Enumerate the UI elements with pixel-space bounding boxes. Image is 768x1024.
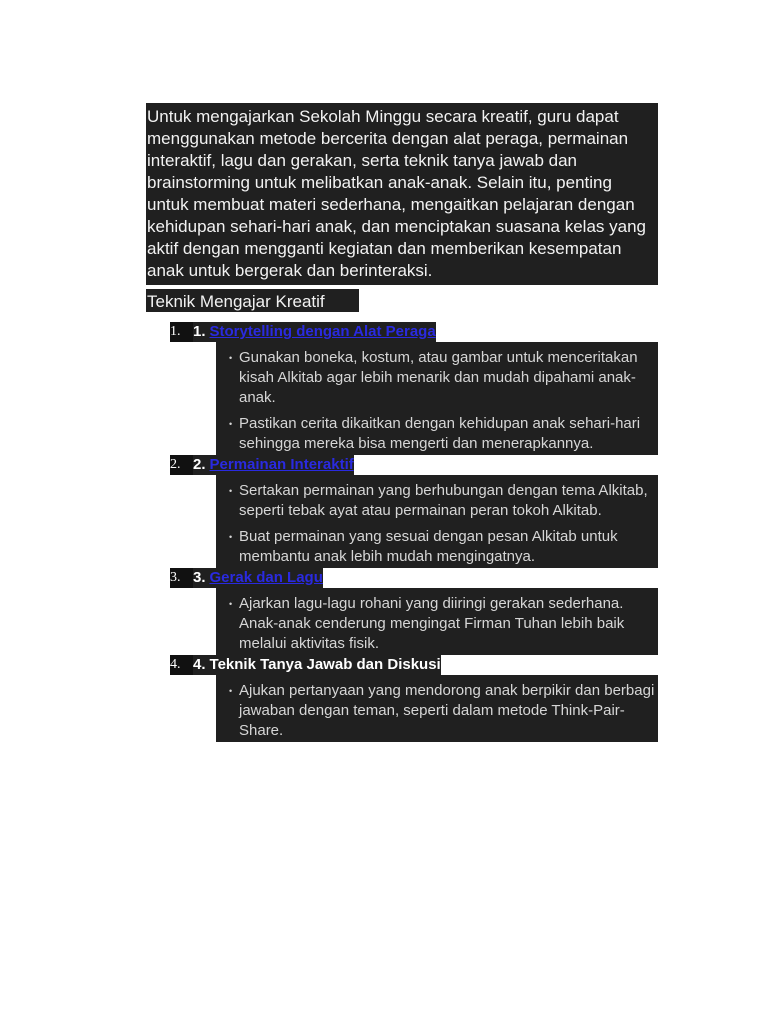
bullet-list (216, 588, 658, 655)
bullet-item (216, 675, 658, 742)
bullet-icon: • (229, 686, 233, 696)
item-title (193, 322, 436, 342)
item-header (170, 455, 658, 475)
list-item (170, 455, 658, 568)
bullet-list (216, 675, 658, 742)
item-title-text: Teknik Tanya Jawab dan Diskusi (209, 656, 441, 673)
title-number: 4. (193, 656, 206, 673)
list-marker: 2. (170, 455, 193, 475)
bullet-text: Sertakan permainan yang berhubungan dengan tema Alkitab, seperti tebak ayat atau permainan peran tokoh Alkitab. (239, 482, 648, 519)
list-marker: 1. (170, 322, 193, 342)
item-title (193, 655, 441, 675)
bullet-icon: • (229, 599, 233, 609)
bullet-icon: • (229, 486, 233, 496)
title-number: 2. (193, 456, 206, 473)
bullet-item (216, 475, 658, 521)
item-title-link[interactable]: Storytelling dengan Alat Peraga (209, 323, 436, 340)
title-number: 1. (193, 323, 206, 340)
bullet-text: Ajukan pertanyaan yang mendorong anak berpikir dan berbagi jawaban dengan teman, seperti dalam metode Think-Pair-Share. (239, 682, 655, 739)
bullet-icon: • (229, 353, 233, 363)
list-item (170, 655, 658, 742)
bullet-text: Ajarkan lagu-lagu rohani yang diiringi gerakan sederhana. Anak-anak cenderung mengingat Firman Tuhan lebih baik melalui aktivitas fisik. (239, 595, 625, 652)
item-title-link[interactable]: Gerak dan Lagu (209, 569, 323, 586)
title-number: 3. (193, 569, 206, 586)
item-header (170, 568, 658, 588)
item-title (193, 568, 323, 588)
item-title (193, 455, 354, 475)
bullet-item (216, 588, 658, 655)
bullet-icon: • (229, 419, 233, 429)
bullet-text: Pastikan cerita dikaitkan dengan kehidupan anak sehari-hari sehingga mereka bisa mengerti dan menerapkannya. (239, 415, 641, 452)
bullet-item (216, 521, 658, 568)
bullet-icon: • (229, 532, 233, 542)
bullet-list (216, 342, 658, 455)
bullet-item (216, 342, 658, 408)
intro-paragraph: Untuk mengajarkan Sekolah Minggu secara kreatif, guru dapat menggunakan metode bercerita dengan alat peraga, permainan interaktif, lagu dan gerakan, serta teknik tanya jawab dan brainstorming untuk melibatkan anak-anak. Selain itu, penting untuk membuat materi sederhana, mengaitkan pelajaran dengan kehidupan sehari-hari anak, dan menciptakan suasana kelas yang aktif dengan mengganti kegiatan dan memberikan kesempatan anak untuk bergerak dan berinteraksi. (146, 103, 658, 285)
section-heading: Teknik Mengajar Kreatif (146, 289, 359, 312)
list-item (170, 568, 658, 655)
item-title-link[interactable]: Permainan Interaktif (209, 456, 354, 473)
technique-list (170, 322, 658, 742)
list-marker: 3. (170, 568, 193, 588)
item-header (170, 322, 658, 342)
bullet-item (216, 408, 658, 455)
list-item (170, 322, 658, 455)
item-header (170, 655, 658, 675)
list-marker: 4. (170, 655, 193, 675)
bullet-text: Gunakan boneka, kostum, atau gambar untuk menceritakan kisah Alkitab agar lebih menarik dan mudah dipahami anak-anak. (239, 349, 638, 406)
bullet-list (216, 475, 658, 568)
bullet-text: Buat permainan yang sesuai dengan pesan Alkitab untuk membantu anak lebih mudah mengingatnya. (239, 528, 618, 565)
